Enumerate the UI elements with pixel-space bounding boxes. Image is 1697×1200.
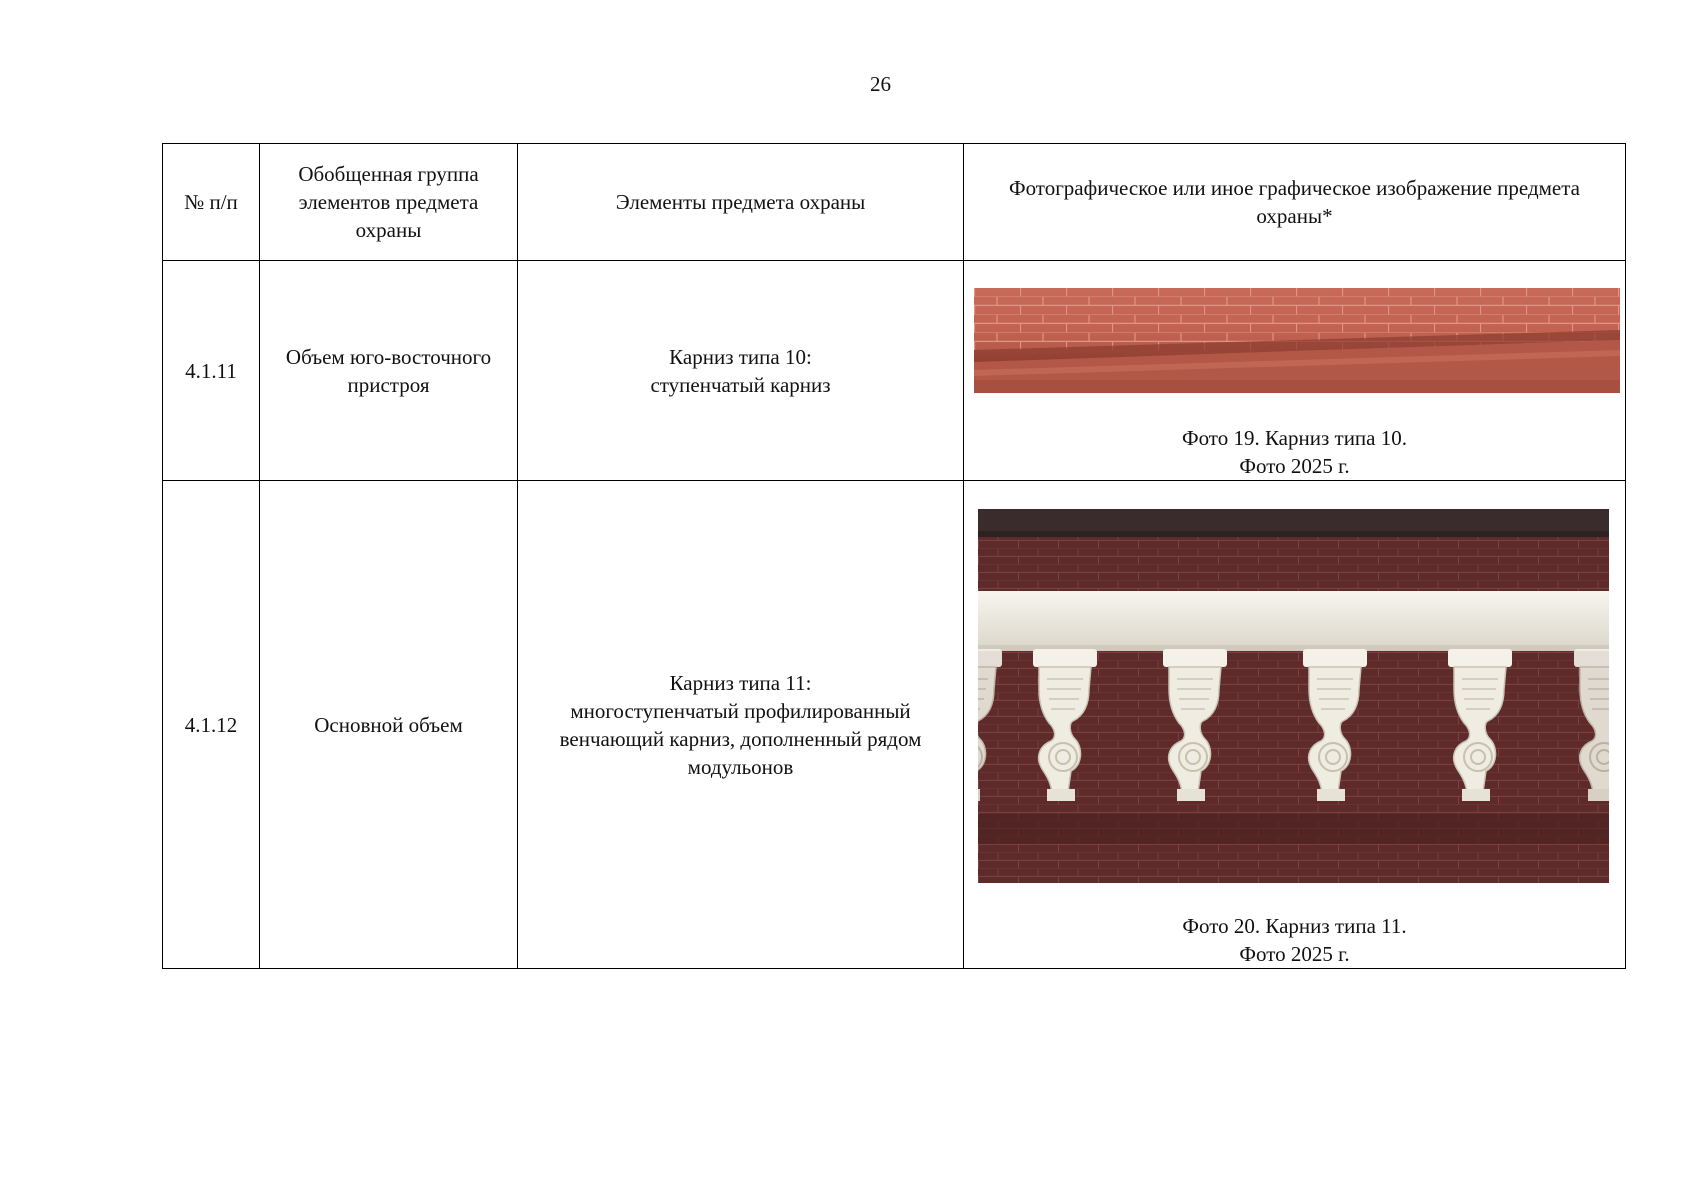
row-group: Объем юго-восточного пристроя (260, 261, 518, 481)
caption-title: Фото 20. Карниз типа 11. (1182, 914, 1407, 938)
table-header-row (163, 144, 1626, 261)
modillion-cornice-illustration (978, 509, 1609, 883)
header-elements: Элементы предмета охраны (518, 144, 964, 261)
caption-title: Фото 19. Карниз типа 10. (1181, 426, 1407, 450)
element-title: Карниз типа 10: (669, 344, 812, 369)
caption-year: Фото 2025 г. (1239, 942, 1350, 966)
row-number: 4.1.12 (163, 481, 260, 969)
caption-year: Фото 2025 г. (1239, 454, 1350, 478)
element-title: Карниз типа 11: (669, 670, 812, 695)
photo-caption (964, 912, 1625, 968)
row-number: 4.1.11 (163, 261, 260, 481)
row-elements (518, 481, 964, 969)
table-row (163, 261, 1626, 481)
row-photo-cell (964, 261, 1626, 481)
brick-cornice-illustration (974, 288, 1620, 393)
cornice-type-10-photo (974, 288, 1620, 393)
element-description: ступенчатый карниз (650, 372, 831, 397)
row-group: Основной объем (260, 481, 518, 969)
photo-caption (964, 424, 1625, 480)
cornice-type-11-photo (978, 509, 1609, 883)
header-image: Фотографическое или иное графическое изображение предмета охраны* (964, 144, 1626, 261)
protection-table (162, 143, 1626, 969)
row-elements (518, 261, 964, 481)
table-row (163, 481, 1626, 969)
header-number: № п/п (163, 144, 260, 261)
page-number: 26 (870, 72, 891, 96)
element-description: многоступенчатый профилированный венчающий карниз, дополненный рядом модульонов (559, 698, 922, 779)
header-group: Обобщенная группа элементов предмета охраны (260, 144, 518, 261)
row-photo-cell (964, 481, 1626, 969)
